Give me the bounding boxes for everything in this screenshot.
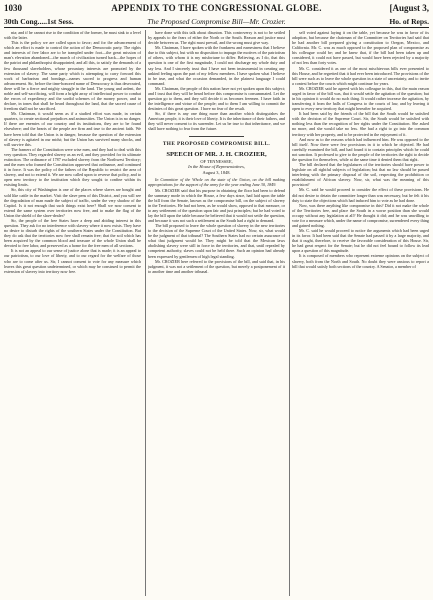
paragraph: Mr. Chairman, I have spoken with the frankness and earnestness that I believe due to this subject, but with no disposition to impugn the motives of the patriotism of others, with whom it is my misfortune to differ. Believing, as I do, that this question is one of the first magnitude, I could not discharge my whole duty and say less. And I sincerely trust that I have not been instrumental in creating any unkind feeling upon the part of my fellow members. I have spoken what I believe to be true, and what the occasion demanded, in the plainest language I could command. xyxy=(148,45,285,86)
page-date: [August 3, xyxy=(389,3,429,13)
paragraph: This is the policy we are called upon to favor; and for the advancement of which an effort is made to control the action of the Democratic party. The rights and interests of free labor are to be trampled under foot—the great mission of man's elevation abandoned—the march of civilization turned back—the hopes of the patriot and philanthropist disappointed; and all this, to satisfy the demands of a few thousand slaveholders, whose pecuniary interests are promoted by the extension of slavery. The same party which is attempting to carry forward this work of barbarism and bondage—names sacred to progress and human advancement. Sir, before the time-honored name of Democracy is thus desecrated, there will be a fierce and mighty struggle in the land. The young and ardent, the noble and self-sacrificing, will form a bright array of intellectual power to combat the errors of expediency and the sordid schemes of the money power, and to declare, in tones that shall be heard throughout the land, that the sacred cause of freedom shall not be sacrificed. xyxy=(4,40,141,112)
paragraph: Mr. C. said he would proceed to consider the effect of these provisions. He did not desire to detain the committee longer than was necessary, but he felt it his duty to state the objections which had induced him to vote as he had done. xyxy=(292,187,429,203)
section-divider xyxy=(189,136,244,137)
paragraph: In Committee of the Whole on the state of the Union, on the bill making appropriations for the support of the army for the year ending June 30, 1849. xyxy=(148,177,285,188)
paragraph: Mr. CROZIER said that his purpose in obtaining the floor had been to defend the summary mode in which the House, a few days since, had laid upon the table the bill from the Senate, known as the compromise bill, on the subject of slavery in the Territories. He had not been, as he would show, opposed to that measure, or to any settlement of the question upon fair and just principles; but he had voted to lay the bill upon the table because he believed that it would not settle the question, and because it was not such a settlement as the South had a right to demand. xyxy=(148,187,285,223)
speech-date: August 3, 1848. xyxy=(202,169,231,175)
page-number: 1030 xyxy=(4,3,22,13)
speech-venue: In the House of Representatives, xyxy=(188,164,245,170)
speech-title: SPEECH OF MR. J. H. CROZIER, xyxy=(166,150,267,158)
paragraph: Mr. C. considered it as one of the most mischievous bills ever presented to this House, and he regretted that it had ever been introduced. The provisions of the bill were such as to leave the whole question in a state of uncertainty, and to invite a contest before the courts which might continue for years. xyxy=(292,65,429,86)
chamber-label: Ho. of Reps. xyxy=(389,17,429,26)
paragraph: The framers of the Constitution were wise men, and they had to deal with this very question. They regarded slavery as an evil, and they provided for its ultimate extinction. The ordinance of 1787 excluded slavery from the Northwest Territory; and the men who framed the Constitution approved that ordinance, and continued it in force. It was the policy of the fathers of the Republic to restrict the area of slavery, and not to extend it. We are now called upon to reverse that policy, and to open new territory to the institution which they sought to confine within its existing limits. xyxy=(4,146,141,188)
column-divider xyxy=(145,30,146,596)
paragraph: Mr. Chairman, the people of this nation have not yet spoken upon this subject; and I trust that they will be heard before this compromise is consummated. Let the question go to them, and they will decide it as becomes freemen. I have faith in the intelligence and virtue of the people; and to them I am willing to commit the destinies of this great question. I have no fear of the result. xyxy=(148,85,285,112)
paragraph: self voted against laying it on the table, yet because he was in favor of its adoption, but because the chairman of the Committee on Territories had said that he had another bill prepared giving a constitution to Oregon, Mexico, and California. Mr. C. was as much opposed to the proposed plan of compromise as his colleague could be; and he knew that, if the bill had been taken up and considered, it could not have passed, but would have been rejected by a majority of not less than forty votes. xyxy=(292,30,429,66)
section-heading: THE PROPOSED COMPROMISE BILL. xyxy=(162,140,271,147)
text-column-left xyxy=(4,30,141,596)
paragraph: Mr. CROZIER here referred to the provisions of the bill, and said that, in his judgment, it was not a settlement of the question, but merely a postponement of it to another time and another tribunal. xyxy=(148,258,285,274)
paragraph: It is composed of members who represent extreme opinions on the subject of slavery, both from the North and South. No doubt they were anxious to report a bill that would satisfy both sections of the country. A Senator, a member of xyxy=(292,253,429,269)
page-header xyxy=(4,2,429,15)
paragraph: have done with this talk about disunion. This controversy is not to be settled by appeals to the fears of either the North or the South. Reason and justice must decide between us. The right must prevail, and the wrong must give way. xyxy=(148,30,285,46)
speaker-state: OF TENNESSEE, xyxy=(200,158,233,164)
paragraph: Mr. Chairman, it would seem as if a studied effort was made, in certain quarters, to create sectional prejudices and animosities. The Union is in no danger. If there are enemies of our country and its institutions, they are to be found elsewhere; and the hearts of the people are firm and true to the ancient faith. We have been told that the Union is in danger, because the question of the extension of slavery is agitated in our midst; but the Union has survived many shocks, and will survive this. xyxy=(4,111,141,147)
paragraph: The bill proposed to leave the whole question of slavery in the new territories to the decision of the Supreme Court of the United States. Now, sir, what would be the judgment of that tribunal? The Southern States had no certain assurance of what that judgment would be. They might be told that the Mexican laws abolishing slavery were still in force in the territories, and that, until repealed by competent authority, slaves could not be held there. Such an opinion had already been expressed by gentlemen of high legal standing. xyxy=(148,223,285,259)
paragraph: Sir, the people of the free States have a deep and abiding interest in this question. They ask for no interference with slavery where it now exists. They have no desire to disturb the rights of the southern States under the Constitution. But they do ask that the territories now free shall remain free; that the soil which has been acquired by the common blood and treasure of the whole Union shall be devoted to free labor, and preserved as a home for the free men of all sections. xyxy=(4,217,141,249)
running-title: APPENDIX TO THE CONGRESSIONAL GLOBE. xyxy=(111,3,322,13)
paragraph: It had been said by the friends of the bill that the South would be satisfied with the decision of the Supreme Court. Sir, the South would be satisfied with nothing less than the recognition of her rights under the Constitution. She asked no more, and she would take no less. She had a right to go into the common territory with her property, and to be protected in the enjoyment of it. xyxy=(292,111,429,137)
paragraph: Mr. CROZIER said he agreed with his colleague in this, that the main reason urged in favor of the bill was, that it would settle the agitation of the question; but in his opinion it would do no such thing. It would rather increase the agitation, by transferring it from the halls of Congress to the courts of law, and by leaving it open to every new territory that might hereafter be acquired. xyxy=(292,85,429,112)
column-divider xyxy=(289,30,290,596)
paragraph: It is not an appeal to our sense of justice alone that is made; it is an appeal to our patriotism, to our love of liberty, and to our regard for the welfare of those who are to come after us. Sir, I cannot consent to vote for any measure which leaves this great question undetermined, or which may be construed to permit the extension of slavery into territory now free. xyxy=(4,248,141,274)
text-column-right xyxy=(292,30,429,596)
paragraph: And now as to the reasons which had influenced him. He was opposed to the bill itself. Now there were few provisions in it to which he objected. He had carefully examined the bill, and had found it to contain principles which he could not sanction. It professed to give to the people of the territories the right to decide the question for themselves, while at the same time it denied them that right. xyxy=(292,136,429,162)
paragraph: Sir, if there is any one thing more than another which distinguishes the American people, it is their love of liberty. It is the inheritance of their fathers, and they will never consent to its surrender. Let us be true to that inheritance, and we shall have nothing to fear from the future. xyxy=(148,111,285,132)
paragraph: Now, was there anything like compromise in this? Did it not make the whole of the Territories free, and place the South in a worse position than she would occupy without any legislation at all? He thought it did; and he was unwilling to vote for a measure which, under the name of compromise, surrendered every thing and gained nothing. xyxy=(292,202,429,228)
paragraph: nia; and if he cannot rise to the condition of the former, he must sink to a level with the latter. xyxy=(4,30,141,41)
paragraph: Mr. C. said he would proceed to notice the arguments which had been urged in its favor. It had been said that the Senate had passed it by a large majority, and that it ought, therefore, to receive the favorable consideration of this House. Sir, he had great respect for the Senate; but he did not feel bound to follow its lead upon a question of this magnitude. xyxy=(292,228,429,254)
quoted-paragraph: The bill declared that the legislatures of the territories should have power to legislate on all rightful subjects of legislation; but that no law should be passed interfering with the primary disposal of the soil, respecting the prohibition or establishment of African slavery. Now, sir, what was the meaning of this provision? xyxy=(292,162,429,188)
article-title: The Proposed Compromise Bill—Mr. Crozier. xyxy=(147,17,286,26)
text-column-middle xyxy=(148,30,285,596)
page-subheader xyxy=(4,16,429,28)
paragraph: Sir, this city of Washington is one of the places where slaves are bought and sold like cattle in the market. Visit the slave pens of this District, and you will see the degradation of man made the subject of traffic, under the very shadow of the Capitol. Is it not enough that such things exist here? Shall we now consent to extend the same system over territories now free, and to make the flag of the Union the shield of the slave-dealer? xyxy=(4,187,141,218)
session-label: 30th Cong.....1st Sess. xyxy=(4,17,74,26)
